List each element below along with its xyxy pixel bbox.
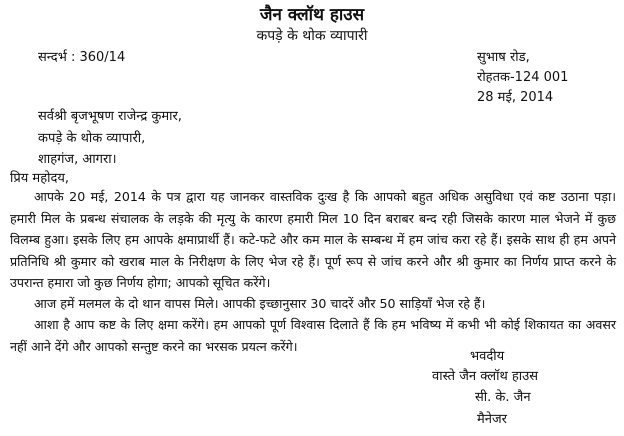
letter-date: 28 मई, 2014 xyxy=(477,90,554,105)
on-behalf-of: वास्ते जैन क्लॉथ हाउस xyxy=(432,369,539,384)
body-paragraph-1-text: आपके 20 मई, 2014 के पत्र द्वारा यह जानकर वास्तविक दुःख है कि आपको बहुत अधिक असुविधा एवं कष्ट उठाना पड़ा। हमारी मिल के प्रबन्ध संचालक के लड़के की मृत्यु के कारण हमारी मिल 10 दिन बराबर बन्द रही जिसके कारण माल भेजने में कुछ विलम्ब हुआ। इसके लिए हम आपके क्षमाप्रार्थी हैं। कटे-फटे और कम माल के सम्बन्ध में हम जांच करा रहे हैं। इसके साथ ही हम अपने प्रतिनिधि श्री कुमार को खराब माल के निरीक्षण के लिए भेज रहे हैं। पूर्ण रूप से जांच करने और श्री कुमार का निर्णय प्राप्त करने के उपरान्त हमारा जो कुछ निर्णय होगा; आपको सूचित करेंगे। xyxy=(10,189,616,290)
sender-city: रोहतक-124 001 xyxy=(477,70,569,85)
recipient-city: शाहगंज, आगरा। xyxy=(38,152,117,167)
recipient-name: सर्वश्री बृजभूषण राजेन्द्र कुमार, xyxy=(38,109,182,124)
signatory-name: सी. के. जैन xyxy=(475,390,531,405)
body-paragraph-1 xyxy=(10,186,616,294)
company-name: जैन क्लॉथ हाउस xyxy=(259,5,365,25)
body-paragraph-2-text: आज हमें मलमल के दो थान वापस मिले। आपकी इच्छानुसार 30 चादरें और 50 साड़ियाँ भेज रहे हैं। xyxy=(34,296,486,311)
recipient-business: कपड़े के थोक व्यापारी, xyxy=(38,131,146,146)
sender-street: सुभाष रोड, xyxy=(477,50,530,65)
salutation: प्रिय महोदय, xyxy=(10,171,70,186)
valediction: भवदीय xyxy=(470,349,505,364)
signatory-designation: मैनेजर xyxy=(477,412,507,427)
body-paragraph-3-text: आशा है आप कष्ट के लिए क्षमा करेंगे। हम आपको पूर्ण विश्वास दिलाते हैं कि हम भविष्य में कभी भी कोई शिकायत का अवसर नहीं आने देंगे और आपको सन्तुष्ट करने का भरसक प्रयत्न करेंगे। xyxy=(10,317,616,354)
company-tagline: कपड़े के थोक व्यापारी xyxy=(256,28,368,44)
body-paragraph-2 xyxy=(10,293,616,315)
body-paragraph-3 xyxy=(10,314,616,357)
reference-number: सन्दर्भ : 360/14 xyxy=(38,50,126,65)
